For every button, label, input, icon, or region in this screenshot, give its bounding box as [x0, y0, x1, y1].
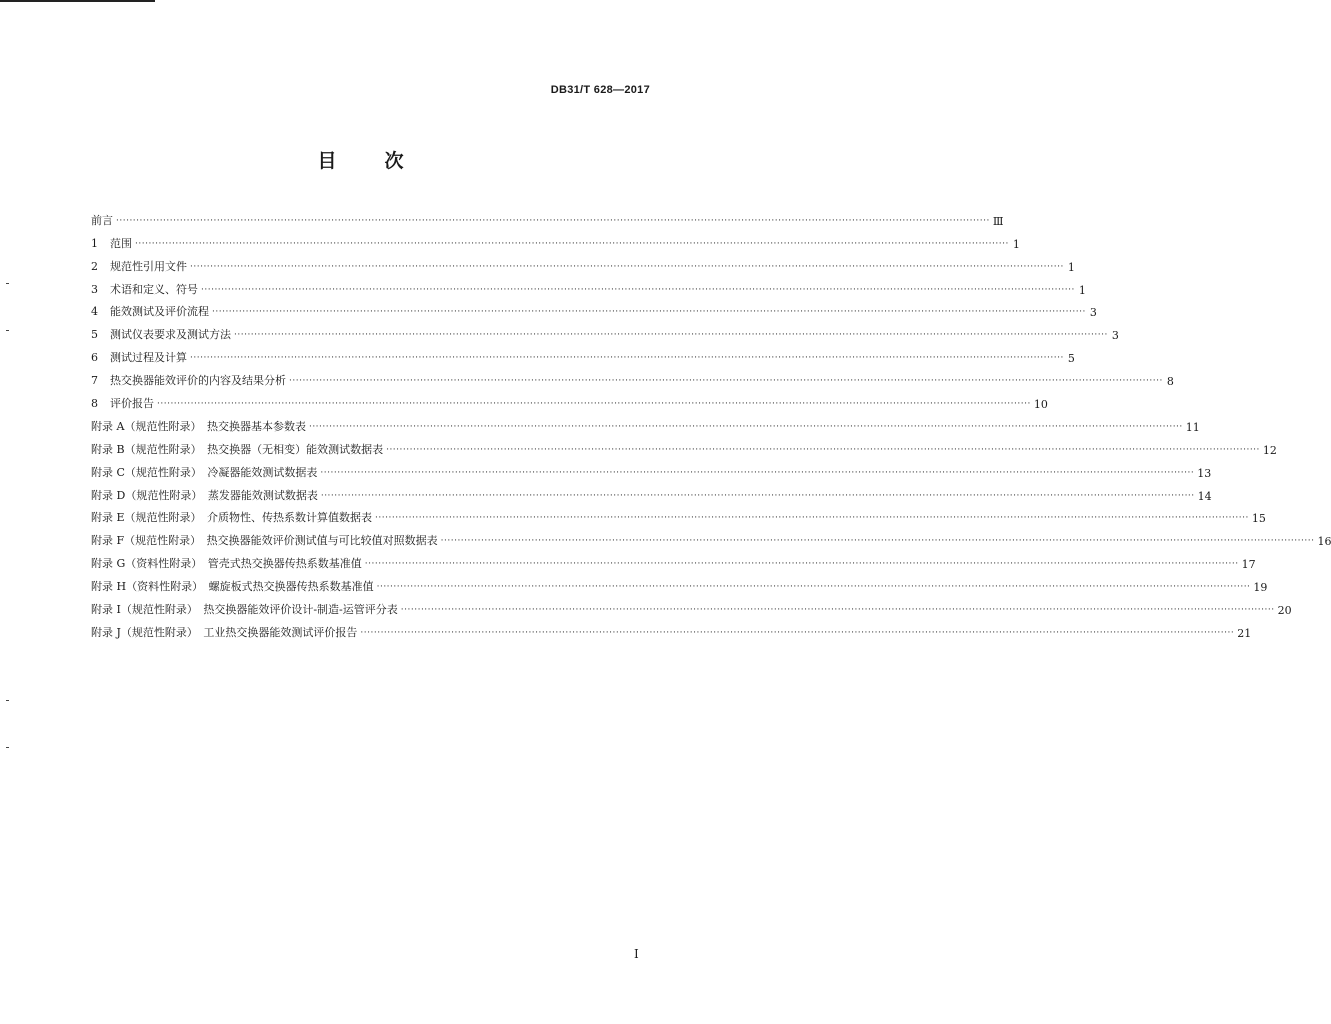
margin-mark [6, 330, 9, 331]
toc-entry-text: 附录 C（规范性附录） 冷凝器能效测试数据表 [91, 465, 318, 479]
toc-title-char-1: 目 [317, 150, 337, 172]
toc-entry-page: 13 [1197, 466, 1212, 480]
toc-entry-label [91, 418, 306, 434]
toc-entry[interactable] [91, 594, 1292, 618]
toc-entry[interactable] [91, 503, 1266, 526]
toc-entry[interactable] [91, 205, 1004, 228]
toc-entry-page: 19 [1253, 581, 1268, 595]
toc-entry-text: 附录 J（规范性附录） 工业热交换器能效测试评价报告 [91, 625, 358, 639]
toc-entry-text: 规范性引用文件 [110, 259, 187, 273]
toc-entry-page: Ⅲ [992, 214, 1004, 228]
toc-entry[interactable] [91, 480, 1212, 503]
toc-leader-dots: ···································································································································································································································································· [212, 307, 1086, 318]
toc-entry-label [91, 372, 286, 388]
toc-entry-number: 6 [91, 351, 98, 365]
toc-entry-text: 附录 B（规范性附录） 热交换器（无相变）能效测试数据表 [91, 442, 384, 456]
toc-entry-text: 附录 E（规范性附录） 介质物性、传热系数计算值数据表 [91, 511, 373, 525]
toc-entry-label [91, 395, 154, 411]
toc-entry-text: 附录 F（规范性附录） 热交换器能效评价测试值与可比较值对照数据表 [91, 534, 438, 548]
toc-entry-number: 5 [91, 328, 98, 342]
toc-entry-text: 测试仪表要求及测试方法 [110, 328, 231, 342]
toc-entry[interactable] [91, 571, 1268, 595]
toc-entry-page: 20 [1277, 604, 1292, 618]
toc-entry-number: 8 [91, 397, 98, 411]
toc-entry-number: 3 [91, 282, 98, 296]
toc-entry-label [91, 532, 438, 548]
toc-entry-page: 5 [1067, 352, 1075, 366]
toc-entry-page: 17 [1241, 558, 1256, 572]
toc-entry[interactable] [91, 297, 1097, 320]
toc-entry-label [91, 555, 362, 571]
toc-entry[interactable] [91, 457, 1212, 480]
toc-entry-page: 1 [1012, 237, 1020, 251]
toc-entry-label [91, 487, 318, 503]
toc-entry-label [91, 349, 187, 365]
scan-edge-line [0, 0, 155, 2]
toc-entry-label [91, 441, 383, 457]
toc-entry[interactable] [91, 365, 1174, 389]
toc-leader-dots: ···································································································································································································································································· [375, 513, 1249, 524]
toc-entry-label [91, 281, 198, 297]
toc-entry-page: 1 [1067, 260, 1075, 274]
toc-entry-page: 10 [1033, 398, 1048, 412]
page-number: I [634, 947, 639, 961]
toc-entry-number: 1 [91, 236, 98, 250]
toc-leader-dots: ···································································································································································································································································· [320, 490, 1195, 501]
toc-entry-text: 附录 D（规范性附录） 蒸发器能效测试数据表 [91, 488, 318, 502]
toc-entry-label [91, 326, 231, 342]
toc-entry-label [91, 235, 132, 251]
toc-leader-dots: ···································································································································································································································································· [320, 467, 1195, 478]
toc-entry-label [91, 578, 374, 594]
toc-entry-page: 8 [1166, 375, 1174, 389]
table-of-contents [91, 205, 1331, 640]
toc-entry[interactable] [91, 617, 1252, 640]
standard-number: DB31/T 628—2017 [550, 84, 650, 96]
toc-leader-dots: ···································································································································································································································································· [386, 444, 1260, 455]
toc-leader-dots: ···································································································································································································································································· [190, 261, 1064, 272]
toc-entry-label [91, 464, 317, 480]
toc-entry-page: 21 [1237, 626, 1252, 640]
toc-leader-dots: ···································································································································································································································································· [201, 284, 1075, 295]
toc-entry-label [91, 624, 357, 640]
toc-entry-label [91, 509, 372, 525]
toc-entry[interactable] [91, 228, 1020, 251]
toc-entry-page: 15 [1251, 512, 1266, 526]
toc-entry-number: 2 [91, 259, 98, 273]
toc-entry-text: 附录 H（资料性附录） 螺旋板式热交换器传热系数基准值 [91, 580, 374, 594]
toc-entry-text: 热交换器能效评价的内容及结果分析 [110, 374, 286, 388]
toc-leader-dots: ···································································································································································································································································· [157, 399, 1031, 410]
toc-entry-page: 3 [1111, 329, 1119, 343]
toc-entry[interactable] [91, 388, 1048, 412]
toc-leader-dots: ···································································································································································································································································· [190, 353, 1064, 364]
toc-entry-text: 附录 G（资料性附录） 管壳式热交换器传热系数基准值 [91, 557, 362, 571]
toc-entry-text: 附录 A（规范性附录） 热交换器基本参数表 [91, 419, 306, 433]
toc-entry[interactable] [91, 434, 1277, 457]
toc-entry-label [91, 258, 187, 274]
toc-entry-text: 附录 I（规范性附录） 热交换器能效评价设计-制造-运管评分表 [91, 603, 398, 617]
toc-entry[interactable] [91, 342, 1075, 366]
toc-leader-dots: ···································································································································································································································································· [135, 238, 1009, 249]
toc-entry-text: 范围 [110, 236, 132, 250]
toc-leader-dots: ···································································································································································································································································· [289, 376, 1163, 387]
margin-mark [6, 700, 9, 701]
toc-entry-page: 12 [1262, 443, 1277, 457]
toc-entry-text: 测试过程及计算 [110, 351, 187, 365]
margin-mark [6, 283, 9, 284]
toc-entry-page: 1 [1078, 283, 1086, 297]
toc-entry-text: 术语和定义、符号 [110, 282, 198, 296]
toc-entry-text: 前言 [91, 213, 113, 227]
toc-leader-dots: ···································································································································································································································································· [440, 536, 1315, 547]
toc-entry-text: 能效测试及评价流程 [110, 305, 209, 319]
toc-title-char-2: 次 [384, 150, 404, 172]
toc-leader-dots: ···································································································································································································································································· [376, 582, 1251, 593]
toc-entry-page: 14 [1197, 489, 1212, 503]
toc-entry-label [91, 212, 113, 228]
toc-leader-dots: ···································································································································································································································································· [360, 627, 1235, 638]
toc-leader-dots: ···································································································································································································································································· [400, 605, 1275, 616]
toc-entry[interactable] [91, 411, 1200, 434]
toc-leader-dots: ···································································································································································································································································· [364, 559, 1239, 570]
toc-entry[interactable] [91, 525, 1331, 549]
toc-entry-page: 16 [1317, 535, 1331, 549]
toc-entry-number: 4 [91, 305, 98, 319]
toc-entry-page: 3 [1089, 306, 1097, 320]
toc-title [0, 146, 721, 173]
toc-entry[interactable] [91, 274, 1086, 297]
toc-entry[interactable] [91, 251, 1075, 274]
toc-entry[interactable] [91, 548, 1256, 572]
toc-entry-label [91, 601, 398, 617]
toc-entry-text: 评价报告 [110, 397, 154, 411]
margin-mark [6, 747, 9, 748]
toc-entry-page: 11 [1185, 420, 1200, 434]
toc-leader-dots: ···································································································································································································································································· [308, 421, 1183, 432]
toc-leader-dots: ···································································································································································································································································· [234, 330, 1108, 341]
toc-entry-number: 7 [91, 374, 98, 388]
toc-leader-dots: ···································································································································································································································································· [116, 215, 990, 226]
toc-entry[interactable] [91, 319, 1119, 343]
toc-entry-label [91, 303, 209, 319]
